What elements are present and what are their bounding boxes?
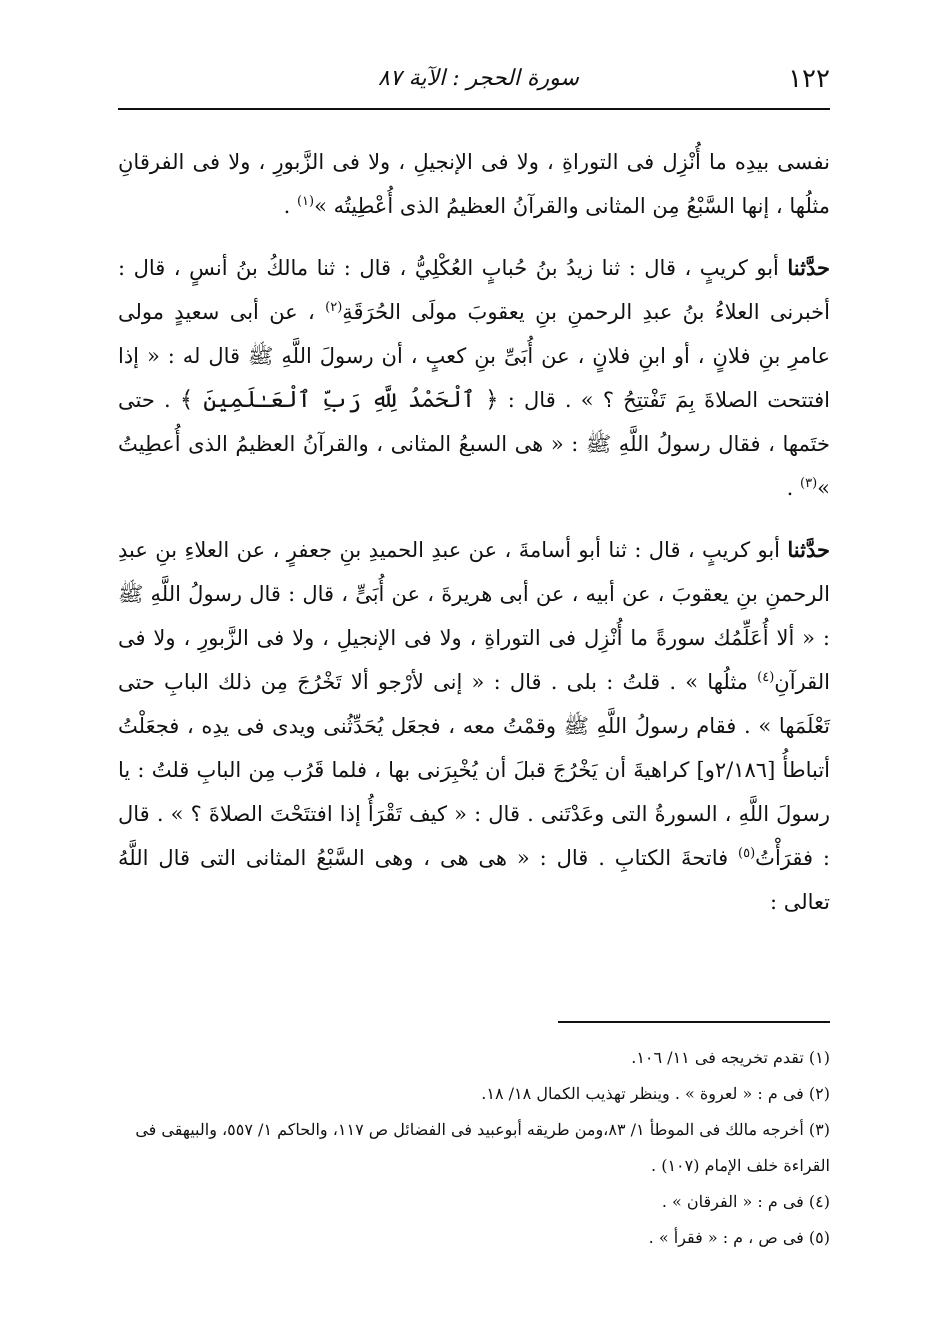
footnote-1: (١) تقدم تخريجه فى ١١/ ١٠٦. [631, 1048, 830, 1067]
footnote-4: (٤) فى م : « الفرقان » . [661, 1192, 830, 1211]
paragraph-3 [118, 528, 830, 924]
paragraph-text: نفسى بيدِه ما أُنْزِل فى التوراةِ ، ولا فى الإنجيلِ ، ولا فى الزَّبورِ ، ولا فى الفرقانِ مثلُها ، إنها السَّبْعُ مِن المثانى والقرآنُ العظيمُ الذى أُعْطِيتُه » [118, 150, 830, 218]
paragraph-text: ، عن أبى سعيدٍ مولى عامرِ بنِ فلانٍ ، أو ابنِ فلانٍ ، عن أُبَىِّ بنِ كعبٍ ، أن رسولَ اللَّهِ ﷺ قال له : « إذا افتتحت الصلاةَ بِمَ تَفْتتِحُ ؟ » . قال : [118, 300, 830, 412]
paragraph-1 [118, 140, 830, 228]
footnote-ref-5[interactable]: (٥) [738, 846, 756, 861]
paragraph-end: . [786, 476, 800, 500]
footnote-ref-2[interactable]: (٢) [325, 300, 343, 315]
header-rule [118, 108, 830, 110]
footnote-rule [558, 1021, 830, 1023]
running-title: سورة الحجر : الآية ٨٧ [378, 66, 579, 91]
paragraph-text: فاتحةَ الكتابِ . قال : « هى هى ، وهى السَّبْعُ المثانى التى قال اللَّهُ تعالى : [118, 846, 830, 914]
paragraph-text: مثلُها » . قلتُ : بلى . قال : « إنى لأرْجو ألا تَخْرُجَ مِن ذلك البابِ حتى تَعْلَمَها » . فقام رسولُ اللَّهِ ﷺ وقمْتُ معه ، فجعَل يُحَدِّثُنى ويدى فى يدِه ، فجعَلْتُ أتباطأُ [٢/١٨٦و] كراهيةَ أن يَخْرُجَ قبلَ أن يُخْبِرَنى بها ، فلما قَرُب مِن البابِ قلتُ : يا رسولَ اللَّهِ ، السورةُ التى وعَدْتَنى . قال : « كيف تَقْرَأُ إذا افتتَحْتَ الصلاةَ ؟ » . قال : فقرَأْتُ [118, 670, 830, 870]
footnote-ref-3[interactable]: (٣) [800, 476, 818, 491]
quran-verse: ﴿ ٱلْحَمْدُ لِلَّهِ رَبِّ ٱلْعَـٰلَمِينَ ﴾ [179, 387, 499, 413]
page-number: ١٢٢ [788, 64, 830, 94]
footnotes [118, 1040, 830, 1256]
footnote-3: (٣) أخرجه مالك فى الموطأ ١/ ٨٣،ومن طريقه أبوعبيد فى الفضائل ص ١١٧، والحاكم ١/ ٥٥٧، والبيهقى فى القراءة خلف الإمام (١٠٧) . [135, 1120, 830, 1175]
footnote-ref-4[interactable]: (٤) [757, 670, 775, 685]
footnote-2: (٢) فى م : « لعروة » . وينظر تهذيب الكمال ١٨/ ١٨. [481, 1084, 830, 1103]
hadith-lead-word: حدَّثنا [787, 537, 830, 562]
paragraph-text: أبو كريبٍ ، قال : ثنا أبو أسامةَ ، عن عبدِ الحميدِ بنِ جعفرٍ ، عن العلاءِ بنِ عبدِ الرحمنِ بنِ يعقوبَ ، عن أبيه ، عن أبى هريرةَ ، عن أُبَىٍّ ، قال : قال رسولُ اللَّهِ ﷺ : « ألا أُعَلِّمُك سورةً ما أُنْزِل فى التوراةِ ، ولا فى الإنجيلِ ، ولا فى الزَّبورِ ، ولا فى القرآنِ [118, 538, 830, 694]
page-header [118, 56, 830, 104]
paragraph-2 [118, 246, 830, 510]
footnote-ref-1[interactable]: (١) [296, 194, 315, 209]
paragraph-text: . حتى ختَمها ، فقال رسولُ اللَّهِ ﷺ : « هى السبعُ المثانى ، والقرآنُ العظيمُ الذى أُعطِيتُ » [118, 388, 830, 500]
footnote-5: (٥) فى ص ، م : « فقرأ » . [648, 1228, 830, 1247]
hadith-lead-word: حدَّثنا [787, 255, 830, 280]
main-text [118, 140, 830, 942]
paragraph-text: أبو كريبٍ ، قال : ثنا زيدُ بنُ حُبابٍ العُكْلِيُّ ، قال : ثنا مالكُ بنُ أنسٍ ، قال : أخبرنى العلاءُ بنُ عبدِ الرحمنِ بنِ يعقوبَ مولَى الحُرَقَةِ [118, 256, 830, 324]
paragraph-end: . [283, 194, 297, 218]
